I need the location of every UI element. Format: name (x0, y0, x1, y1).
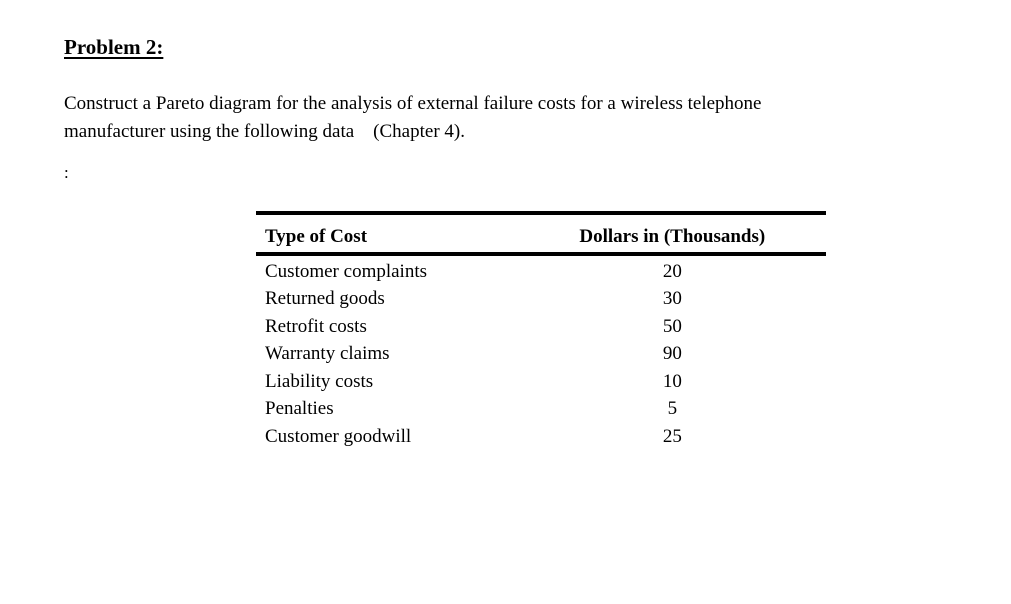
problem-heading: Problem 2: (64, 35, 164, 59)
description-line-2: manufacturer using the following data (Chapter 4). (64, 121, 465, 142)
stray-colon: : (64, 163, 69, 182)
cost-value-cell: 50 (662, 315, 682, 337)
cost-value-cell: 10 (662, 370, 682, 392)
cost-value-cell: 25 (662, 425, 682, 447)
cost-type-cell: Returned goods (265, 288, 385, 309)
header-dollars: Dollars in (Thousands) (579, 225, 766, 247)
cost-type-cell: Liability costs (265, 370, 374, 392)
cost-value-cell: 20 (662, 260, 682, 282)
failure-cost-table (256, 211, 826, 450)
cost-type-cell: Warranty claims (265, 343, 390, 364)
table-row (256, 368, 826, 396)
table-row (256, 285, 826, 313)
cost-type-cell: Retrofit costs (265, 315, 367, 337)
description-line-1: Construct a Pareto diagram for the analysis of external failure costs for a wireless telephone (64, 93, 762, 114)
problem-description (64, 90, 964, 146)
cost-value-cell: 90 (662, 343, 682, 364)
cost-type-cell: Customer complaints (265, 260, 428, 282)
table-header-row (256, 218, 826, 253)
table-row (256, 340, 826, 368)
cost-type-cell: Customer goodwill (265, 425, 412, 447)
table-row (256, 423, 826, 451)
header-type-of-cost: Type of Cost (265, 225, 368, 247)
table-row (256, 256, 826, 286)
table-row (256, 395, 826, 423)
cost-value-cell: 30 (662, 288, 682, 309)
table-row (256, 313, 826, 341)
cost-value-cell: 5 (667, 398, 678, 419)
cost-type-cell: Penalties (265, 398, 334, 419)
